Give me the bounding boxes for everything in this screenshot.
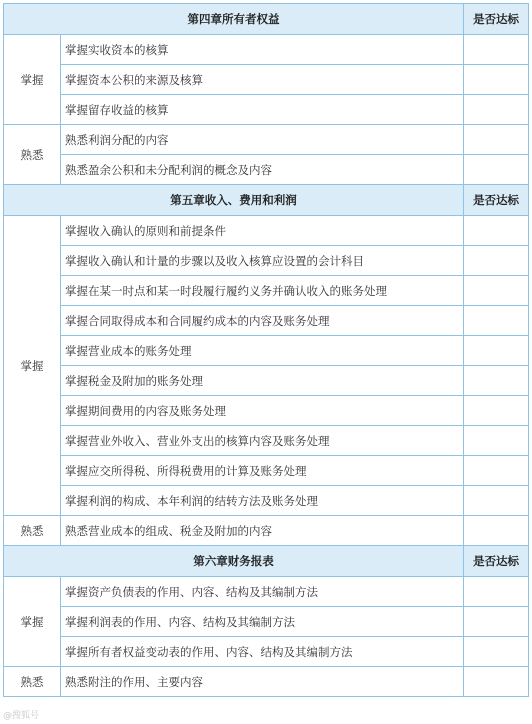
check-cell[interactable] bbox=[464, 306, 529, 336]
section-title: 第五章收入、费用和利润 bbox=[4, 185, 464, 216]
section-header-row bbox=[4, 4, 529, 35]
table-row bbox=[4, 65, 529, 95]
requirement-item: 熟悉利润分配的内容 bbox=[61, 125, 464, 155]
table-row bbox=[4, 125, 529, 155]
check-cell[interactable] bbox=[464, 637, 529, 667]
check-cell[interactable] bbox=[464, 216, 529, 246]
table-row bbox=[4, 336, 529, 366]
table-row bbox=[4, 637, 529, 667]
requirement-item: 掌握留存收益的核算 bbox=[61, 95, 464, 125]
section-header-row bbox=[4, 185, 529, 216]
check-column-header: 是否达标 bbox=[464, 546, 529, 577]
syllabus-checklist-table bbox=[3, 3, 529, 697]
table-row bbox=[4, 216, 529, 246]
requirement-item: 掌握所有者权益变动表的作用、内容、结构及其编制方法 bbox=[61, 637, 464, 667]
check-cell[interactable] bbox=[464, 456, 529, 486]
mastery-level-cell: 掌握 bbox=[4, 216, 61, 516]
check-cell[interactable] bbox=[464, 95, 529, 125]
requirement-item: 熟悉附注的作用、主要内容 bbox=[61, 667, 464, 697]
table-row bbox=[4, 396, 529, 426]
requirement-item: 熟悉盈余公积和未分配利润的概念及内容 bbox=[61, 155, 464, 185]
table-row bbox=[4, 577, 529, 607]
table-row bbox=[4, 95, 529, 125]
check-column-header: 是否达标 bbox=[464, 185, 529, 216]
mastery-level-cell: 熟悉 bbox=[4, 516, 61, 546]
requirement-item: 掌握在某一时点和某一时段履行履约义务并确认收入的账务处理 bbox=[61, 276, 464, 306]
requirement-item: 掌握收入确认的原则和前提条件 bbox=[61, 216, 464, 246]
check-cell[interactable] bbox=[464, 35, 529, 65]
table-row bbox=[4, 607, 529, 637]
table-row bbox=[4, 155, 529, 185]
check-cell[interactable] bbox=[464, 667, 529, 697]
table-row bbox=[4, 516, 529, 546]
table-row bbox=[4, 456, 529, 486]
requirement-item: 掌握营业成本的账务处理 bbox=[61, 336, 464, 366]
mastery-level-cell: 掌握 bbox=[4, 577, 61, 667]
table-row bbox=[4, 246, 529, 276]
requirement-item: 掌握利润的构成、本年利润的结转方法及账务处理 bbox=[61, 486, 464, 516]
check-column-header: 是否达标 bbox=[464, 4, 529, 35]
requirement-item: 掌握税金及附加的账务处理 bbox=[61, 366, 464, 396]
table-row bbox=[4, 306, 529, 336]
check-cell[interactable] bbox=[464, 486, 529, 516]
section-title: 第四章所有者权益 bbox=[4, 4, 464, 35]
check-cell[interactable] bbox=[464, 336, 529, 366]
requirement-item: 掌握资产负债表的作用、内容、结构及其编制方法 bbox=[61, 577, 464, 607]
table-row bbox=[4, 366, 529, 396]
requirement-item: 掌握资本公积的来源及核算 bbox=[61, 65, 464, 95]
table-row bbox=[4, 426, 529, 456]
requirement-item: 熟悉营业成本的组成、税金及附加的内容 bbox=[61, 516, 464, 546]
check-cell[interactable] bbox=[464, 577, 529, 607]
requirement-item: 掌握营业外收入、营业外支出的核算内容及账务处理 bbox=[61, 426, 464, 456]
mastery-level-cell: 熟悉 bbox=[4, 667, 61, 697]
requirement-item: 掌握收入确认和计量的步骤以及收入核算应设置的会计科目 bbox=[61, 246, 464, 276]
check-cell[interactable] bbox=[464, 607, 529, 637]
requirement-item: 掌握应交所得税、所得税费用的计算及账务处理 bbox=[61, 456, 464, 486]
check-cell[interactable] bbox=[464, 276, 529, 306]
table-row bbox=[4, 35, 529, 65]
section-title: 第六章财务报表 bbox=[4, 546, 464, 577]
check-cell[interactable] bbox=[464, 426, 529, 456]
mastery-level-cell: 掌握 bbox=[4, 35, 61, 125]
check-cell[interactable] bbox=[464, 125, 529, 155]
check-cell[interactable] bbox=[464, 366, 529, 396]
watermark: @搜狐号 bbox=[3, 711, 40, 721]
check-cell[interactable] bbox=[464, 396, 529, 426]
mastery-level-cell: 熟悉 bbox=[4, 125, 61, 185]
table-row bbox=[4, 667, 529, 697]
requirement-item: 掌握合同取得成本和合同履约成本的内容及账务处理 bbox=[61, 306, 464, 336]
table-row bbox=[4, 276, 529, 306]
table-row bbox=[4, 486, 529, 516]
section-header-row bbox=[4, 546, 529, 577]
table-body bbox=[4, 4, 529, 697]
check-cell[interactable] bbox=[464, 246, 529, 276]
check-cell[interactable] bbox=[464, 65, 529, 95]
requirement-item: 掌握利润表的作用、内容、结构及其编制方法 bbox=[61, 607, 464, 637]
check-cell[interactable] bbox=[464, 155, 529, 185]
check-cell[interactable] bbox=[464, 516, 529, 546]
requirement-item: 掌握期间费用的内容及账务处理 bbox=[61, 396, 464, 426]
requirement-item: 掌握实收资本的核算 bbox=[61, 35, 464, 65]
